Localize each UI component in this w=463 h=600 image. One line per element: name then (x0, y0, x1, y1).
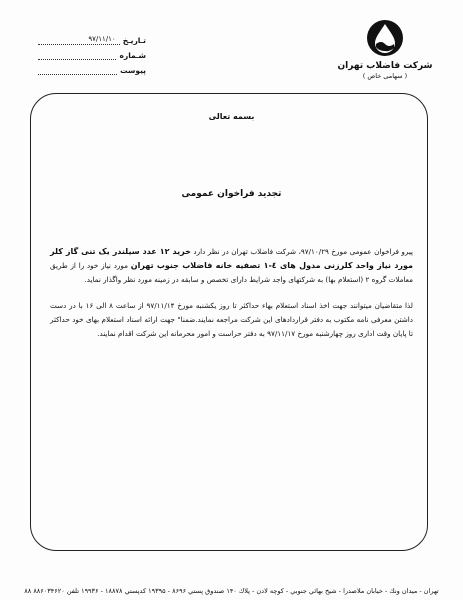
water-drop-logo-icon (365, 18, 405, 58)
letter-meta-fields (38, 32, 146, 77)
attachment-field-row (38, 62, 146, 75)
attachment-label: پيوست (120, 66, 146, 75)
company-logo-block (325, 18, 445, 80)
number-field-row (38, 47, 146, 60)
date-field-row (38, 32, 146, 45)
paragraph-1 (50, 245, 413, 287)
date-label: تـاريـخ (122, 36, 146, 45)
footer-address: تهران - ميدان ونك - خيابان ملاصدرا - شيخ بهائي جنوبي - كوچه لادن - پلاك ۱۴۰ صندوق پستي ۸۶۹۶ - ۱۹۳۹۵ كدپستي ۱۸۸۷۸ - ۱۹۹۳۶ تلفن ۸۸۶۰۳۴۶۲۰ ۸۸ (24, 587, 439, 595)
paragraph-2-part-1: لذا متقاضیان میتوانند جهت اخذ اسناد استعلام بهاء حداکثر تا روز یکشنبه مورخ ۹۷/۱۱/۱۴ از ساعت ۸ الی ۱۶ با در دست داشتن معرفی نامه مکتوب به دفتر قراردادهای این شرکت مراجعه نمایند.ضمنا" جهت ارائه اسناد استعلام بهای خود حداکثر تا پایان وقت اداری روز چهارشنبه مورخ ۹۷/۱۱/۱۷ به دفتر حراست و امور محرمانه این شرکت اقدام نمایند. (50, 301, 413, 338)
attachment-value (38, 64, 117, 75)
paragraph-1-part-2-bold: خرید ۱۲ عدد سیلندر یک تنی گاز کلر مورد نیاز واحد کلرزنی مدول های ٤-١ تصفیه خانه فاضلاب جنوب تهران (50, 247, 414, 270)
letter-body (50, 245, 413, 341)
paragraph-2 (50, 299, 413, 341)
company-type: ( سهامی خاص ) (362, 72, 408, 80)
letter-title: تجدید فراخوان عمومی (181, 189, 282, 199)
paragraph-1-part-3: مورد نیاز خود را از طریق معاملات گروه ۲ (استعلام بها) به شرکتهای واجد شرایط دارای تخصص و سابقه در زمینه مورد نظر واگذار نماید. (50, 261, 413, 284)
number-label: شـماره (119, 51, 146, 60)
number-value (38, 49, 116, 60)
basmala: بسمه تعالی (208, 112, 255, 121)
company-name: شرکت فاضلاب تهران (337, 61, 433, 71)
date-value: ۹۷/۱۱/۱۰ (38, 34, 120, 45)
paragraph-1-part-1: پیرو فراخوان عمومی مورخ ۹۷/۱۰/۲۹، شرکت فاضلاب تهران در نظر دارد (190, 247, 414, 256)
